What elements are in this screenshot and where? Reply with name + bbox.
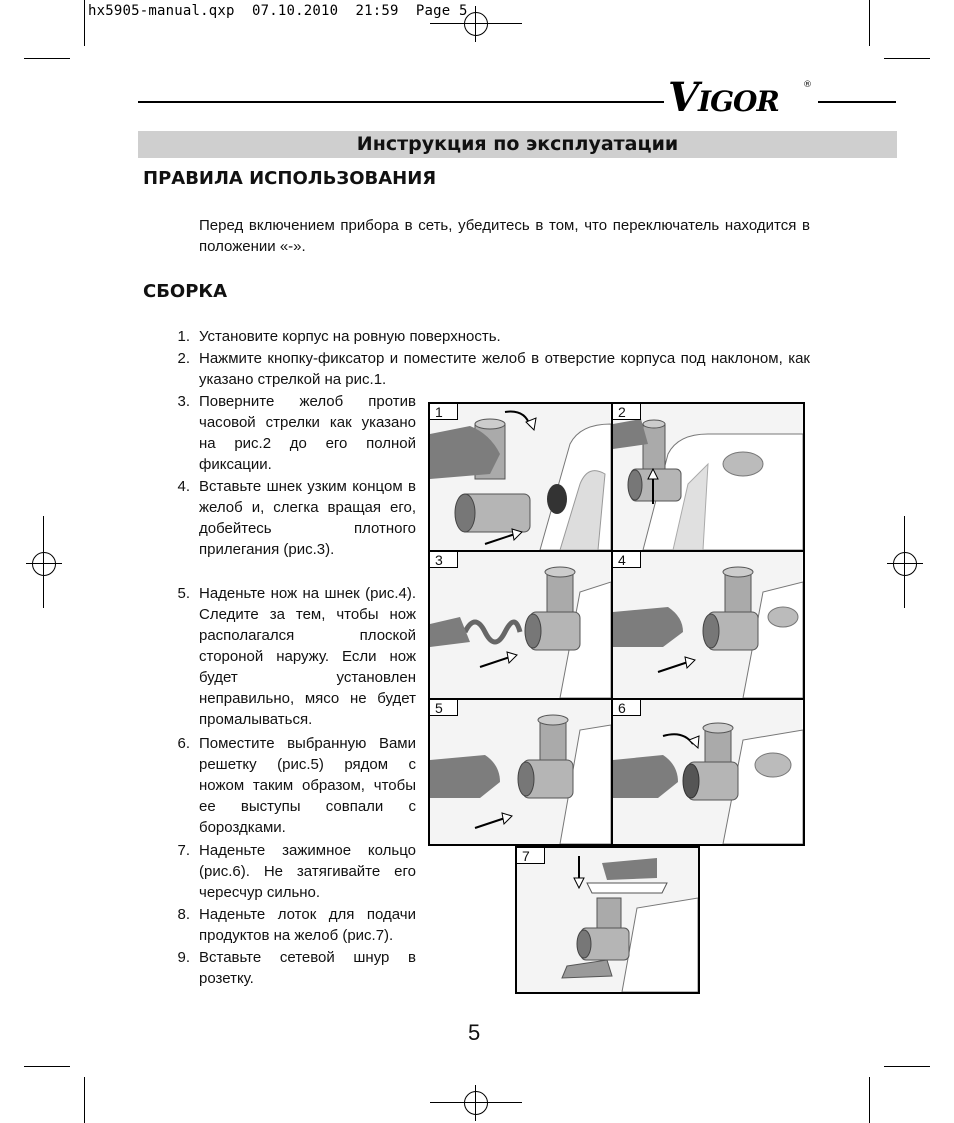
assembly-figures xyxy=(428,402,805,846)
registration-mark-icon xyxy=(26,546,62,582)
assembly-heading: СБОРКА xyxy=(143,281,228,302)
header-rule xyxy=(138,101,664,103)
figure-4 xyxy=(613,552,803,698)
step-number: 1. xyxy=(177,328,190,345)
registration-line xyxy=(430,23,522,24)
figure-3 xyxy=(430,552,611,698)
page-number: 5 xyxy=(468,1020,481,1045)
crop-mark xyxy=(24,58,70,59)
step-text: Нажмите кнопку-фиксатор и поместите желоб в отверстие корпуса под наклоном, как указано стрелкой на рис.1. xyxy=(199,350,810,388)
step-text: Вставьте сетевой шнур в розетку. xyxy=(199,949,416,987)
registration-line xyxy=(430,1102,522,1103)
step-text: Вставьте шнек узким концом в желоб и, слегка вращая его, добейтесь плотного прилегания (рис.3). xyxy=(199,478,416,558)
grid-divider xyxy=(430,550,803,552)
brand-logo: VIGOR xyxy=(668,74,779,121)
crop-mark xyxy=(84,1077,85,1123)
registration-mark-icon xyxy=(887,546,923,582)
grid-divider xyxy=(611,404,613,844)
step-text: Наденьте лоток для подачи продуктов на желоб (рис.7). xyxy=(199,906,416,944)
crop-mark xyxy=(884,58,930,59)
step-number: 9. xyxy=(177,949,190,966)
figure-label: 6 xyxy=(613,700,641,716)
figure-label: 3 xyxy=(430,552,458,568)
registration-mark-icon xyxy=(458,1085,494,1121)
crop-mark xyxy=(884,1066,930,1067)
figure-5 xyxy=(430,700,611,844)
figure-6 xyxy=(613,700,803,844)
rules-heading: ПРАВИЛА ИСПОЛЬЗОВАНИЯ xyxy=(143,168,437,189)
figure-1 xyxy=(430,404,611,550)
crop-mark xyxy=(84,0,85,46)
registration-line xyxy=(904,516,905,608)
step-text: Наденьте нож на шнек (рис.4). Следите за тем, чтобы нож располагался плоской стороной наружу. Если нож будет установлен неправильно, мясо не будет промалываться. xyxy=(199,585,416,728)
grid-divider xyxy=(430,698,803,700)
figure-label: 2 xyxy=(613,404,641,420)
figure-2 xyxy=(613,404,803,550)
step-text: Поверните желоб против часовой стрелки как указано на рис.2 до его полной фиксации. xyxy=(199,393,416,473)
step-text: Установите корпус на ровную поверхность. xyxy=(199,328,501,345)
figure-label: 1 xyxy=(430,404,458,420)
file-slug: hx5905-manual.qxp 07.10.2010 21:59 Page 5 xyxy=(88,3,468,19)
registered-mark: ® xyxy=(803,80,812,90)
rules-text: Перед включением прибора в сеть, убедитесь в том, что переключатель находится в положении «-». xyxy=(199,217,810,255)
figure-label: 4 xyxy=(613,552,641,568)
figure-7 xyxy=(515,846,700,994)
step-text: Поместите выбранную Вами решетку (рис.5) рядом с ножом таким образом, чтобы ее выступы совпали с бороздками. xyxy=(199,735,416,836)
figure-label: 7 xyxy=(517,848,545,864)
step-number: 6. xyxy=(177,735,190,752)
step-number: 8. xyxy=(177,906,190,923)
step-number: 5. xyxy=(177,585,190,602)
crop-mark xyxy=(24,1066,70,1067)
crop-mark xyxy=(869,0,870,46)
step-number: 4. xyxy=(177,478,190,495)
figure-label: 5 xyxy=(430,700,458,716)
header-rule xyxy=(818,101,896,103)
page-title: Инструкция по эксплуатации xyxy=(138,131,897,158)
step-text: Наденьте зажимное кольцо (рис.6). Не затягивайте его чересчур сильно. xyxy=(199,842,416,901)
step-number: 3. xyxy=(177,393,190,410)
step-number: 7. xyxy=(177,842,190,859)
crop-mark xyxy=(869,1077,870,1123)
step-number: 2. xyxy=(177,350,190,367)
registration-line xyxy=(43,516,44,608)
